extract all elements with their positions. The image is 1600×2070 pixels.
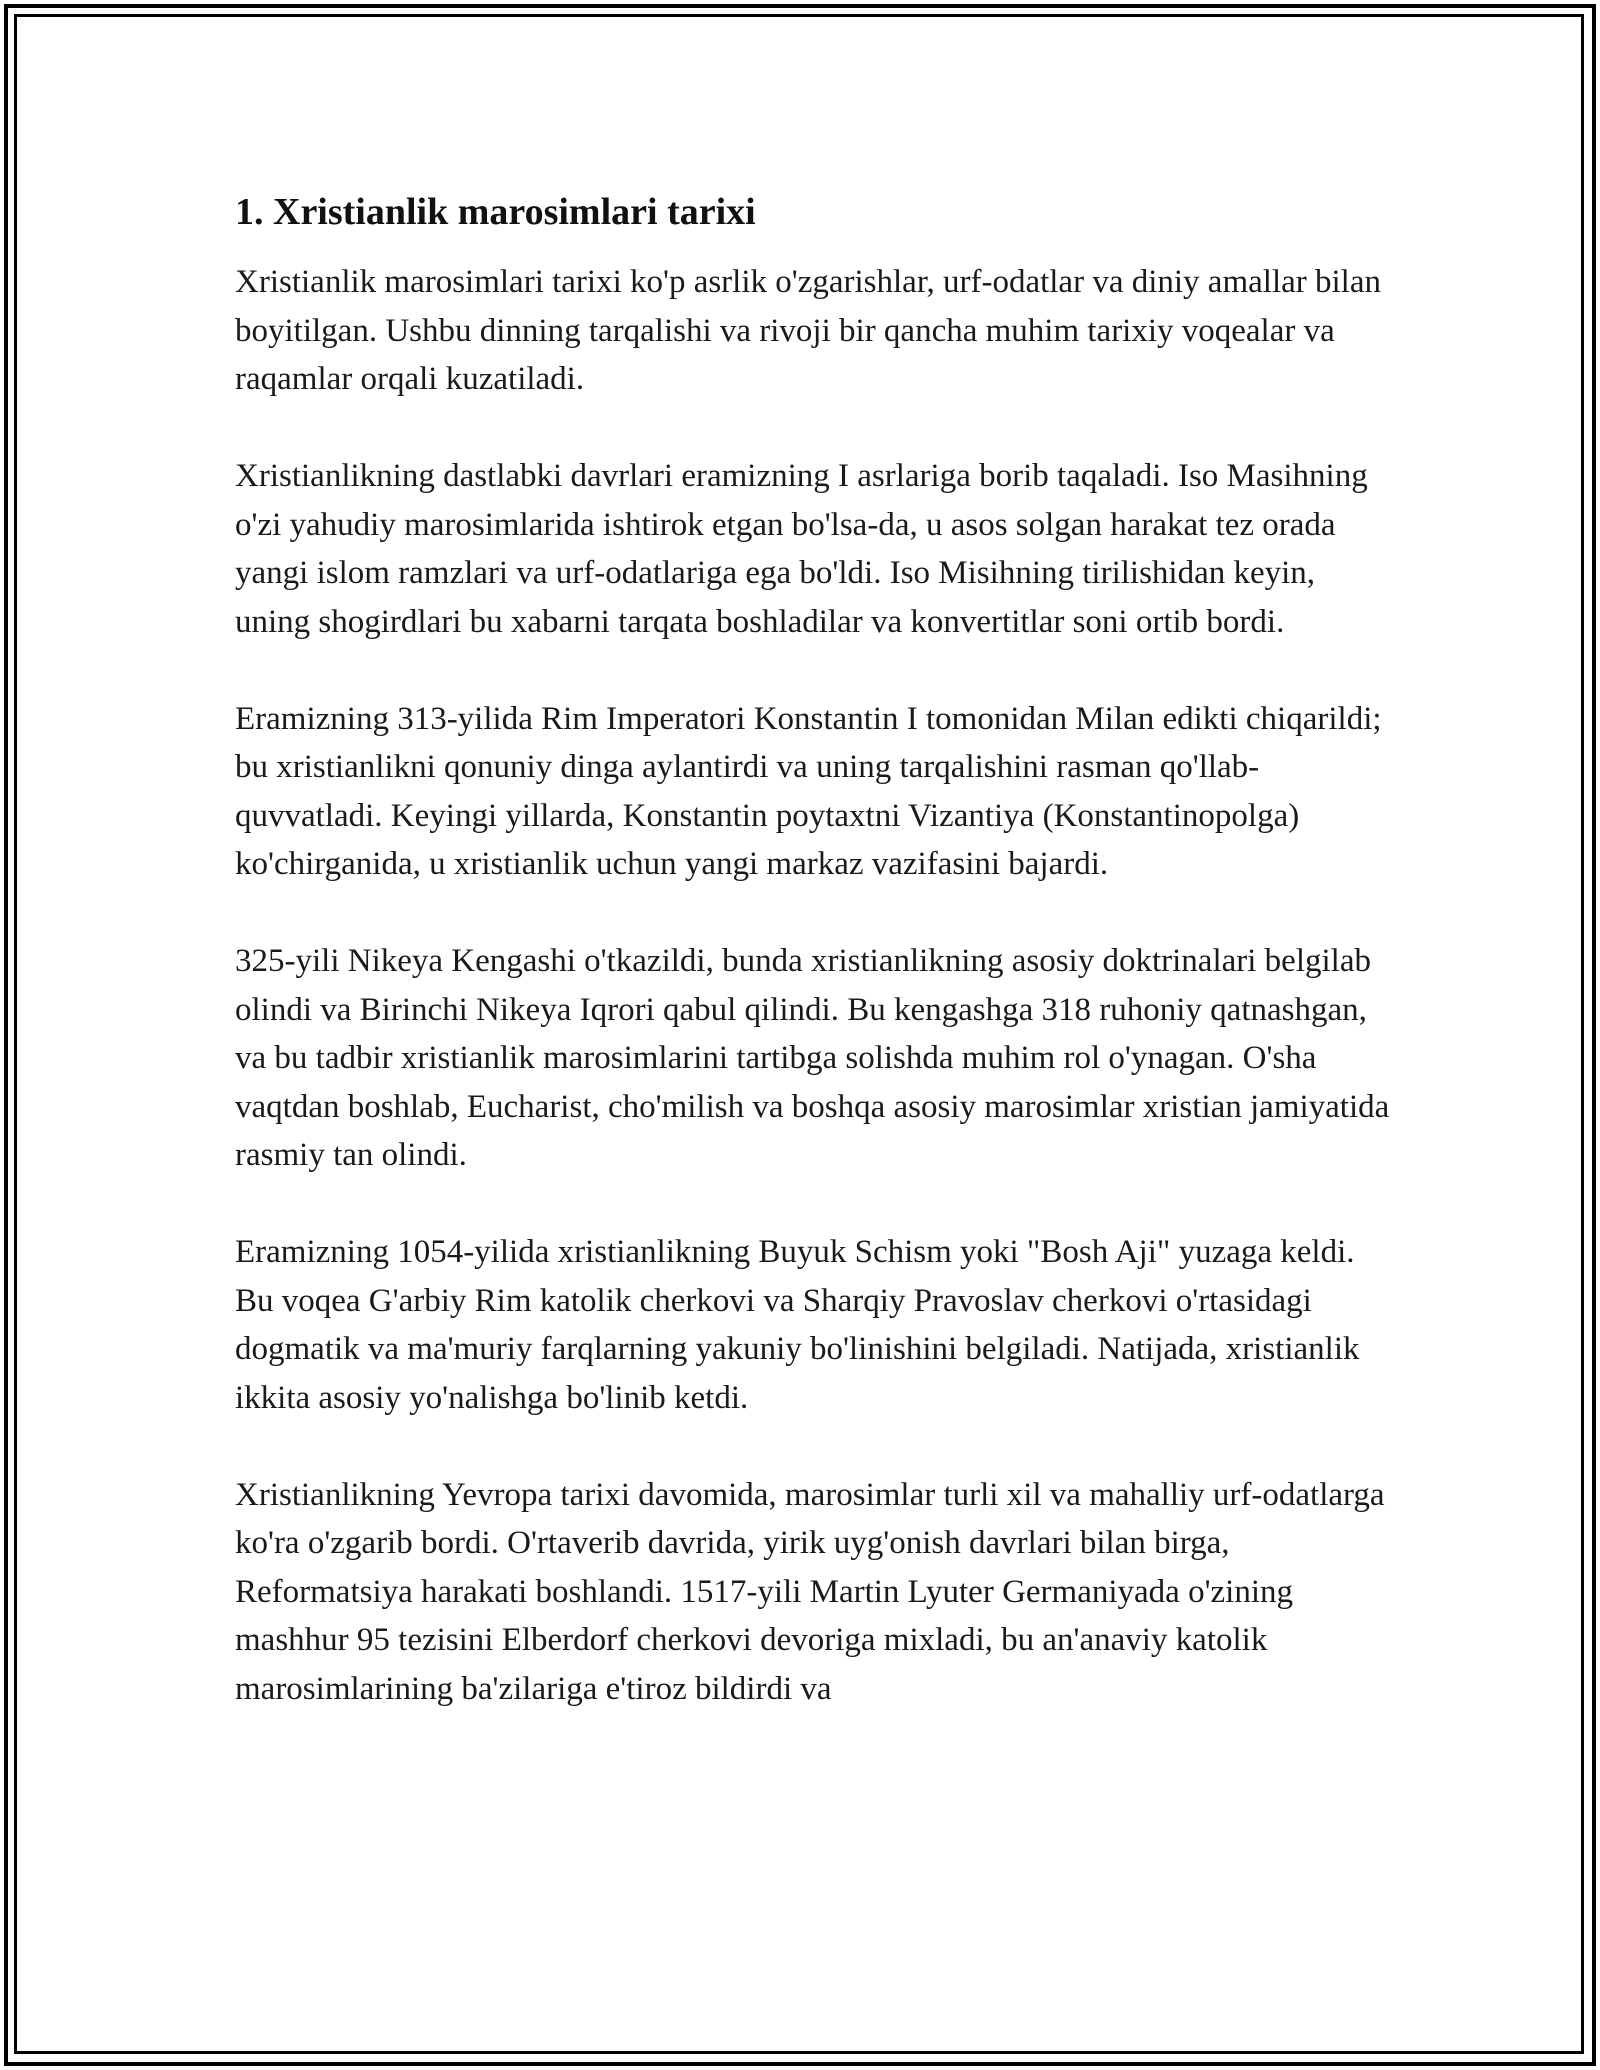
paragraph-milan-edict: Eramizning 313-yilida Rim Imperatori Konstantin I tomonidan Milan edikti chiqarildi; bu xristianlikni qonuniy dinga aylantirdi va uning tarqalishini rasman qo'llab-quvvatladi. Keyingi yillarda, Konstantin poytaxtni Vizantiya (Konstantinopolga) ko'chirganida, u xristianlik uchun yangi markaz vazifasini bajardi. bbox=[235, 700, 1382, 882]
paragraph-great-schism: Eramizning 1054-yilida xristianlikning Buyuk Schism yoki "Bosh Aji" yuzaga keldi. Bu voqea G'arbiy Rim katolik cherkovi va Sharqiy Pravoslav cherkovi o'rtasidagi dogmatik va ma'muriy farqlarning yakuniy bo'linishini belgiladi. Natijada, xristianlik ikkita asosiy yo'nalishga bo'linib ketdi. bbox=[235, 1234, 1360, 1416]
document-body bbox=[235, 188, 1390, 1713]
paragraph-reformation: Xristianlikning Yevropa tarixi davomida, marosimlar turli xil va mahalliy urf-odatlarga ko'ra o'zgarib bordi. O'rtaverib davrida, yirik uyg'onish davrlari bilan birga, Reformatsiya harakati boshlandi. 1517-yili Martin Lyuter Germaniyada o'zining mashhur 95 tezisini Elberdorf cherkovi devoriga mixladi, bu an'anaviy katolik marosimlarining ba'zilariga e'tiroz bildirdi va bbox=[235, 1476, 1385, 1707]
paragraph-early-period: Xristianlikning dastlabki davrlari eramizning I asrlariga borib taqaladi. Iso Masihning o'zi yahudiy marosimlarida ishtirok etgan bo'lsa-da, u asos solgan harakat tez orada yangi islom ramzlari va urf-odatlariga ega bo'ldi. Iso Misihning tirilishidan keyin, uning shogirdlari bu xabarni tarqata boshladilar va konvertitlar soni ortib bordi. bbox=[235, 458, 1368, 640]
paragraph-nicaea-council: 325-yili Nikeya Kengashi o'tkazildi, bunda xristianlikning asosiy doktrinalari belgilab olindi va Birinchi Nikeya Iqrori qabul qilindi. Bu kengashga 318 ruhoniy qatnashgan, va bu tadbir xristianlik marosimlarini tartibga solishda muhim rol o'ynagan. O'sha vaqtdan boshlab, Eucharist, cho'milish va boshqa asosiy marosimlar xristian jamiyatida rasmiy tan olindi. bbox=[235, 943, 1390, 1173]
paragraph-intro: Xristianlik marosimlari tarixi ko'p asrlik o'zgarishlar, urf-odatlar va diniy amallar bilan boyitilgan. Ushbu dinning tarqalishi va rivoji bir qancha muhim tarixiy voqealar va raqamlar orqali kuzatiladi. bbox=[235, 264, 1381, 397]
section-heading: 1. Xristianlik marosimlari tarixi bbox=[235, 191, 756, 233]
